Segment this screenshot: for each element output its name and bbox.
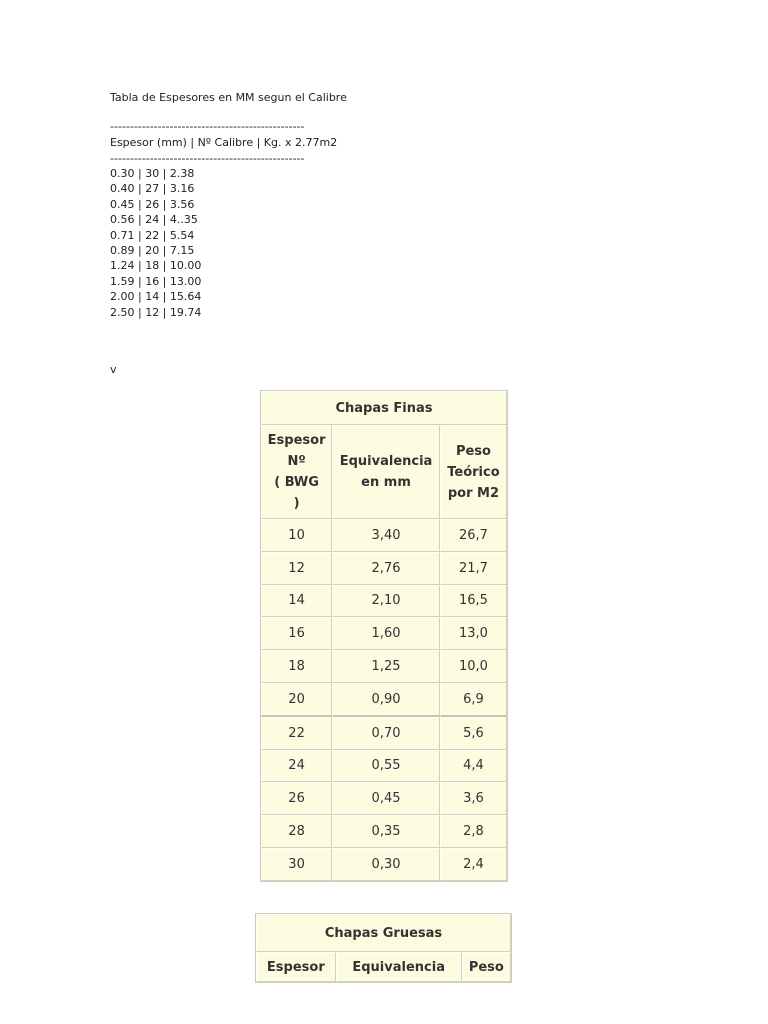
cell-peso: 16,5: [440, 585, 507, 618]
stray-character: v: [110, 363, 117, 376]
chapas-gruesas-table: [255, 913, 512, 983]
column-header-equivalencia: Equivalencia en mm: [332, 425, 440, 519]
cell-peso: 13,0: [440, 617, 507, 650]
table-row: [261, 552, 507, 585]
table-caption: Chapas Finas: [261, 391, 507, 425]
cell-peso: 21,7: [440, 552, 507, 585]
cell-mm: 0,35: [332, 815, 440, 848]
text-table-row: 0.40 | 27 | 3.16: [110, 182, 195, 196]
cell-bwg: 10: [261, 519, 332, 552]
text-table-header: Espesor (mm) | Nº Calibre | Kg. x 2.77m2: [110, 136, 338, 149]
table-caption: Chapas Gruesas: [256, 914, 511, 952]
column-header-espesor: Espesor: [256, 952, 336, 982]
cell-mm: 0,55: [332, 750, 440, 783]
text-table-row: 0.89 | 20 | 7.15: [110, 244, 195, 258]
text-table-row: 0.71 | 22 | 5.54: [110, 228, 195, 242]
cell-bwg: 18: [261, 650, 332, 683]
cell-peso: 4,4: [440, 750, 507, 783]
cell-bwg: 12: [261, 552, 332, 585]
cell-bwg: 14: [261, 585, 332, 618]
cell-peso: 2,8: [440, 815, 507, 848]
text-table-row: 2.50 | 12 | 19.74: [110, 305, 202, 319]
table-row: [261, 815, 507, 848]
table-row: [261, 519, 507, 552]
cell-mm: 3,40: [332, 519, 440, 552]
cell-bwg: 16: [261, 617, 332, 650]
cell-peso: 10,0: [440, 650, 507, 683]
table-row: [261, 683, 507, 717]
table-row: [261, 750, 507, 783]
text-table-row: 0.56 | 24 | 4..35: [110, 213, 198, 227]
column-header-espesor: Espesor Nº ( BWG ): [261, 425, 332, 519]
cell-bwg: 20: [261, 683, 332, 717]
chapas-finas-table: [260, 390, 508, 882]
table-row: [261, 650, 507, 683]
column-header-equivalencia: Equivalencia: [336, 952, 462, 982]
cell-bwg: 26: [261, 782, 332, 815]
cell-mm: 2,10: [332, 585, 440, 618]
cell-bwg: 30: [261, 848, 332, 881]
cell-peso: 2,4: [440, 848, 507, 881]
table-row: [261, 717, 507, 750]
cell-peso: 5,6: [440, 717, 507, 750]
text-table-row: 0.30 | 30 | 2.38: [110, 167, 195, 180]
cell-mm: 1,60: [332, 617, 440, 650]
text-table-rows: [110, 166, 201, 320]
separator-line: -------------------------------------------------: [110, 120, 305, 133]
cell-peso: 6,9: [440, 683, 507, 717]
text-table-row: 1.24 | 18 | 10.00: [110, 259, 202, 273]
table-row: [261, 585, 507, 618]
table-row: [261, 617, 507, 650]
text-table-row: 0.45 | 26 | 3.56: [110, 197, 195, 211]
cell-mm: 2,76: [332, 552, 440, 585]
table-row: [261, 782, 507, 815]
separator-line: -------------------------------------------------: [110, 152, 305, 165]
text-table-row: 1.59 | 16 | 13.00: [110, 274, 202, 288]
document-title: Tabla de Espesores en MM segun el Calibre: [110, 91, 347, 104]
cell-mm: 0,90: [332, 683, 440, 717]
cell-mm: 0,45: [332, 782, 440, 815]
column-header-peso: Peso Teórico por M2: [440, 425, 507, 519]
cell-peso: 26,7: [440, 519, 507, 552]
table-row: [261, 848, 507, 881]
cell-peso: 3,6: [440, 782, 507, 815]
cell-bwg: 24: [261, 750, 332, 783]
cell-bwg: 22: [261, 717, 332, 750]
cell-mm: 1,25: [332, 650, 440, 683]
cell-bwg: 28: [261, 815, 332, 848]
cell-mm: 0,30: [332, 848, 440, 881]
column-header-peso: Peso: [462, 952, 511, 982]
text-table-row: 2.00 | 14 | 15.64: [110, 290, 202, 304]
cell-mm: 0,70: [332, 717, 440, 750]
